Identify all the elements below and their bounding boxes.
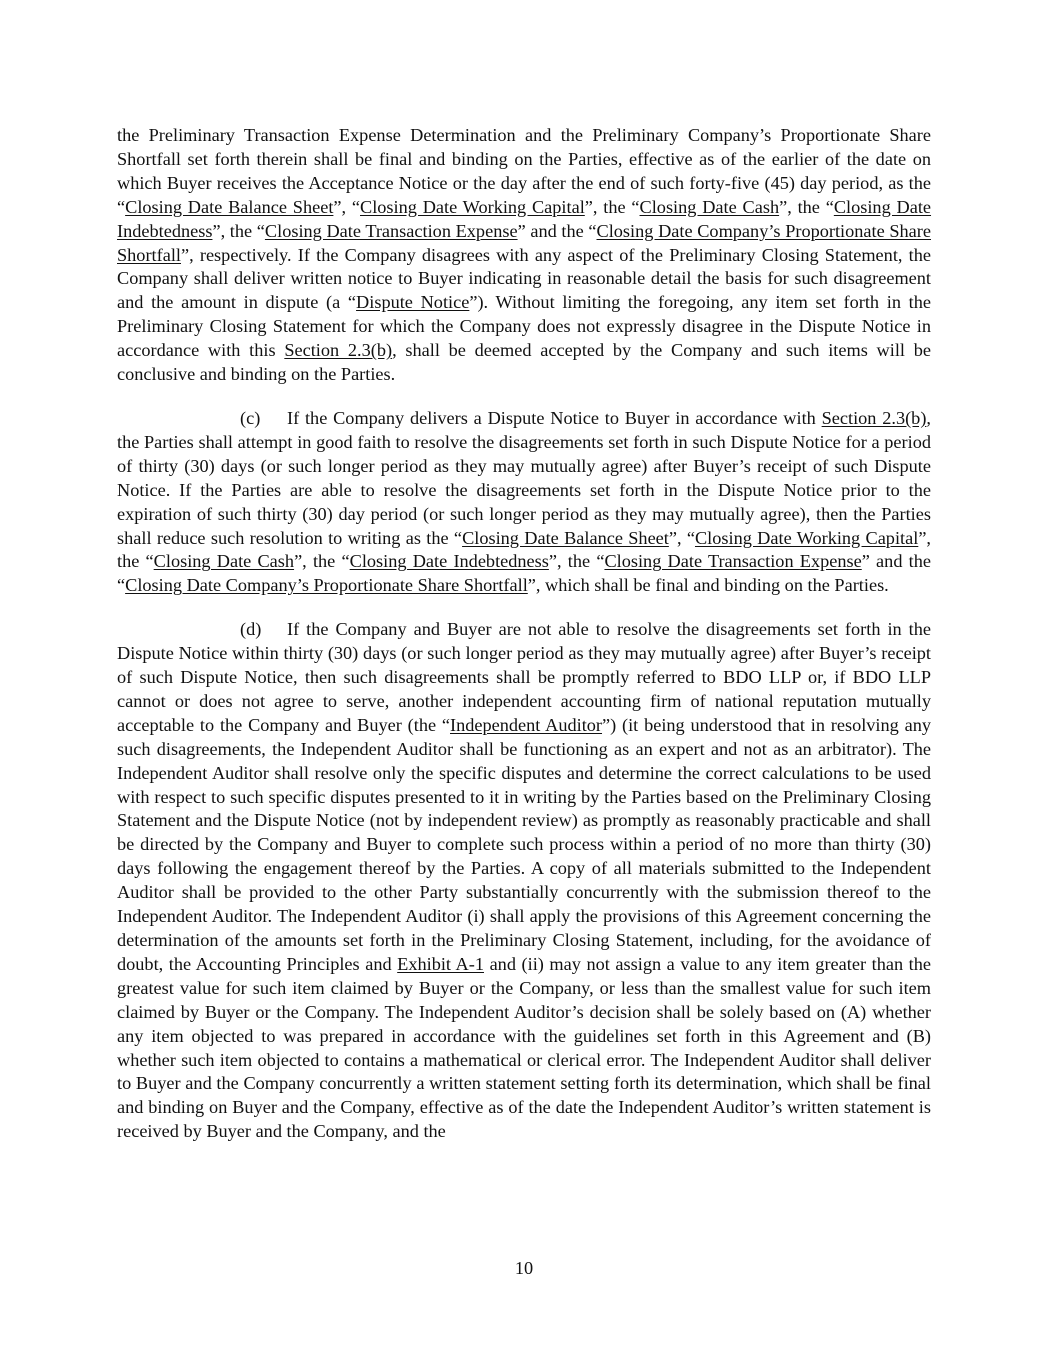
text-run: ”) (it being understood that in resolving any such disagreements, the Independent Auditor shall be functioning as an expert and not as an arbitrator). The Independent Auditor shall resolve only the specific disputes and determine the correct calculations to be used with respect to such specific disputes presented to it in writing by the Parties based on the Preliminary Closing Statement and the Dispute Notice (not by independent review) as promptly as reasonably practicable and shall be directed by the Company and Buyer to complete such process within a period of no more than thirty (30) days following the engagement thereof by the Parties. A copy of all materials submitted to the Independent Auditor shall be provided to the other Party substantially concurrently with the submission thereof to the Independent Auditor. The Independent Auditor (i) shall apply the provisions of this Agreement concerning the determination of the amounts set forth in the Preliminary Closing Statement, including, for the avoidance of doubt, the Accounting Principles and <box>117 714 931 974</box>
text-run: ”, which shall be final and binding on the Parties. <box>527 575 889 596</box>
paragraph-c <box>117 407 931 598</box>
text-run: ” and the “ <box>517 220 597 241</box>
defined-term: Closing Date Company’s Proportionate Share Shortfall <box>125 575 528 596</box>
paragraph-label: (c) <box>240 407 261 428</box>
text-run: the Preliminary Transaction Expense Determination and the Preliminary Company’s Proportionate Share Shortfall set forth therein shall be final and binding on the Parties, effective as of the earlier of the date on which Buyer receives the Acceptance Notice or the day after the end of such forty-five (45) day period, as the “ <box>117 125 931 217</box>
text-run: ”, the “ <box>294 551 350 572</box>
text-run: ”, the “ <box>548 551 605 572</box>
text-run: ”, the “ <box>779 196 834 217</box>
paragraph-d <box>117 618 931 1144</box>
defined-term: Closing Date Cash <box>639 196 780 217</box>
defined-term: Closing Date Transaction Expense <box>264 220 518 241</box>
section-reference: Section 2.3(b) <box>284 340 393 361</box>
text-run: ”, the “ <box>212 220 265 241</box>
defined-term: Closing Date Working Capital <box>360 196 585 217</box>
defined-term: Closing Date Company’s Proportionate Share Shortfall <box>117 220 931 265</box>
document-page <box>117 124 931 1164</box>
text-run: ”, “ <box>333 196 361 217</box>
text-run: , the Parties shall attempt in good faith to resolve the disagreements set forth in such Dispute Notice for a period of thirty (30) days (or such longer period as they may mutually agree) after Buyer’s receipt of such Dispute Notice. If the Parties are able to resolve the disagreements set forth in the Dispute Notice prior to the expiration of such thirty (30) day period (or such longer period as they may mutually agree), then the Parties shall reduce such resolution to writing as the “ <box>117 407 931 548</box>
text-run: , shall be deemed accepted by the Company and such items will be conclusive and binding on the Parties. <box>117 340 931 385</box>
text-run: ”). Without limiting the foregoing, any item set forth in the Preliminary Closing Statement for which the Company does not expressly disagree in the Dispute Notice in accordance with this <box>117 292 932 361</box>
defined-term: Closing Date Indebtedness <box>117 196 932 241</box>
defined-term: Closing Date Indebtedness <box>349 551 549 572</box>
defined-term: Closing Date Balance Sheet <box>125 196 334 217</box>
text-run: ”, “ <box>668 527 695 548</box>
defined-term: Closing Date Working Capital <box>694 527 919 548</box>
paragraph-label: (d) <box>240 619 262 640</box>
defined-term: Independent Auditor <box>450 714 603 735</box>
text-run: ”, the “ <box>117 527 931 572</box>
defined-term: Dispute Notice <box>356 292 470 313</box>
paragraph-continuation <box>117 124 931 387</box>
defined-term: Closing Date Cash <box>153 551 295 572</box>
text-run: If the Company delivers a Dispute Notice to Buyer in accordance with <box>287 407 822 428</box>
text-run: and (ii) may not assign a value to any item greater than the greatest value for such item claimed by Buyer or the Company, or less than the smallest value for such item claimed by Buyer or the Company. The Independent Auditor’s decision shall be solely based on (A) whether any item objected to was prepared in accordance with the guidelines set forth in this Agreement and (B) whether such item objected to contains a mathematical or clerical error. The Independent Auditor shall deliver to Buyer and the Company concurrently a written statement setting forth its determination, which shall be final and binding on Buyer and the Company, effective as of the date the Independent Auditor’s written statement is received by Buyer and the Company, and the <box>117 953 931 1142</box>
page-number: 10 <box>514 1258 534 1278</box>
defined-term: Closing Date Transaction Expense <box>604 551 862 572</box>
text-run: ”, respectively. If the Company disagrees with any aspect of the Preliminary Closing Statement, the Company shall deliver written notice to Buyer indicating in reasonable detail the basis for such disagreement and the amount in dispute (a “ <box>117 244 931 313</box>
text-run: If the Company and Buyer are not able to resolve the disagreements set forth in the Dispute Notice within thirty (30) days (or such longer period as they may mutually agree) after Buyer’s receipt of such Dispute Notice, then such disagreements shall be promptly referred to BDO LLP or, if BDO LLP cannot or does not agree to serve, another independent accounting firm of national reputation mutually acceptable to the Company and Buyer (the “ <box>117 619 931 735</box>
exhibit-reference: Exhibit A-1 <box>397 953 484 974</box>
text-run: ” and the “ <box>117 551 931 596</box>
section-reference: Section 2.3(b) <box>821 407 927 428</box>
text-run: ”, the “ <box>584 196 640 217</box>
defined-term: Closing Date Balance Sheet <box>462 527 669 548</box>
